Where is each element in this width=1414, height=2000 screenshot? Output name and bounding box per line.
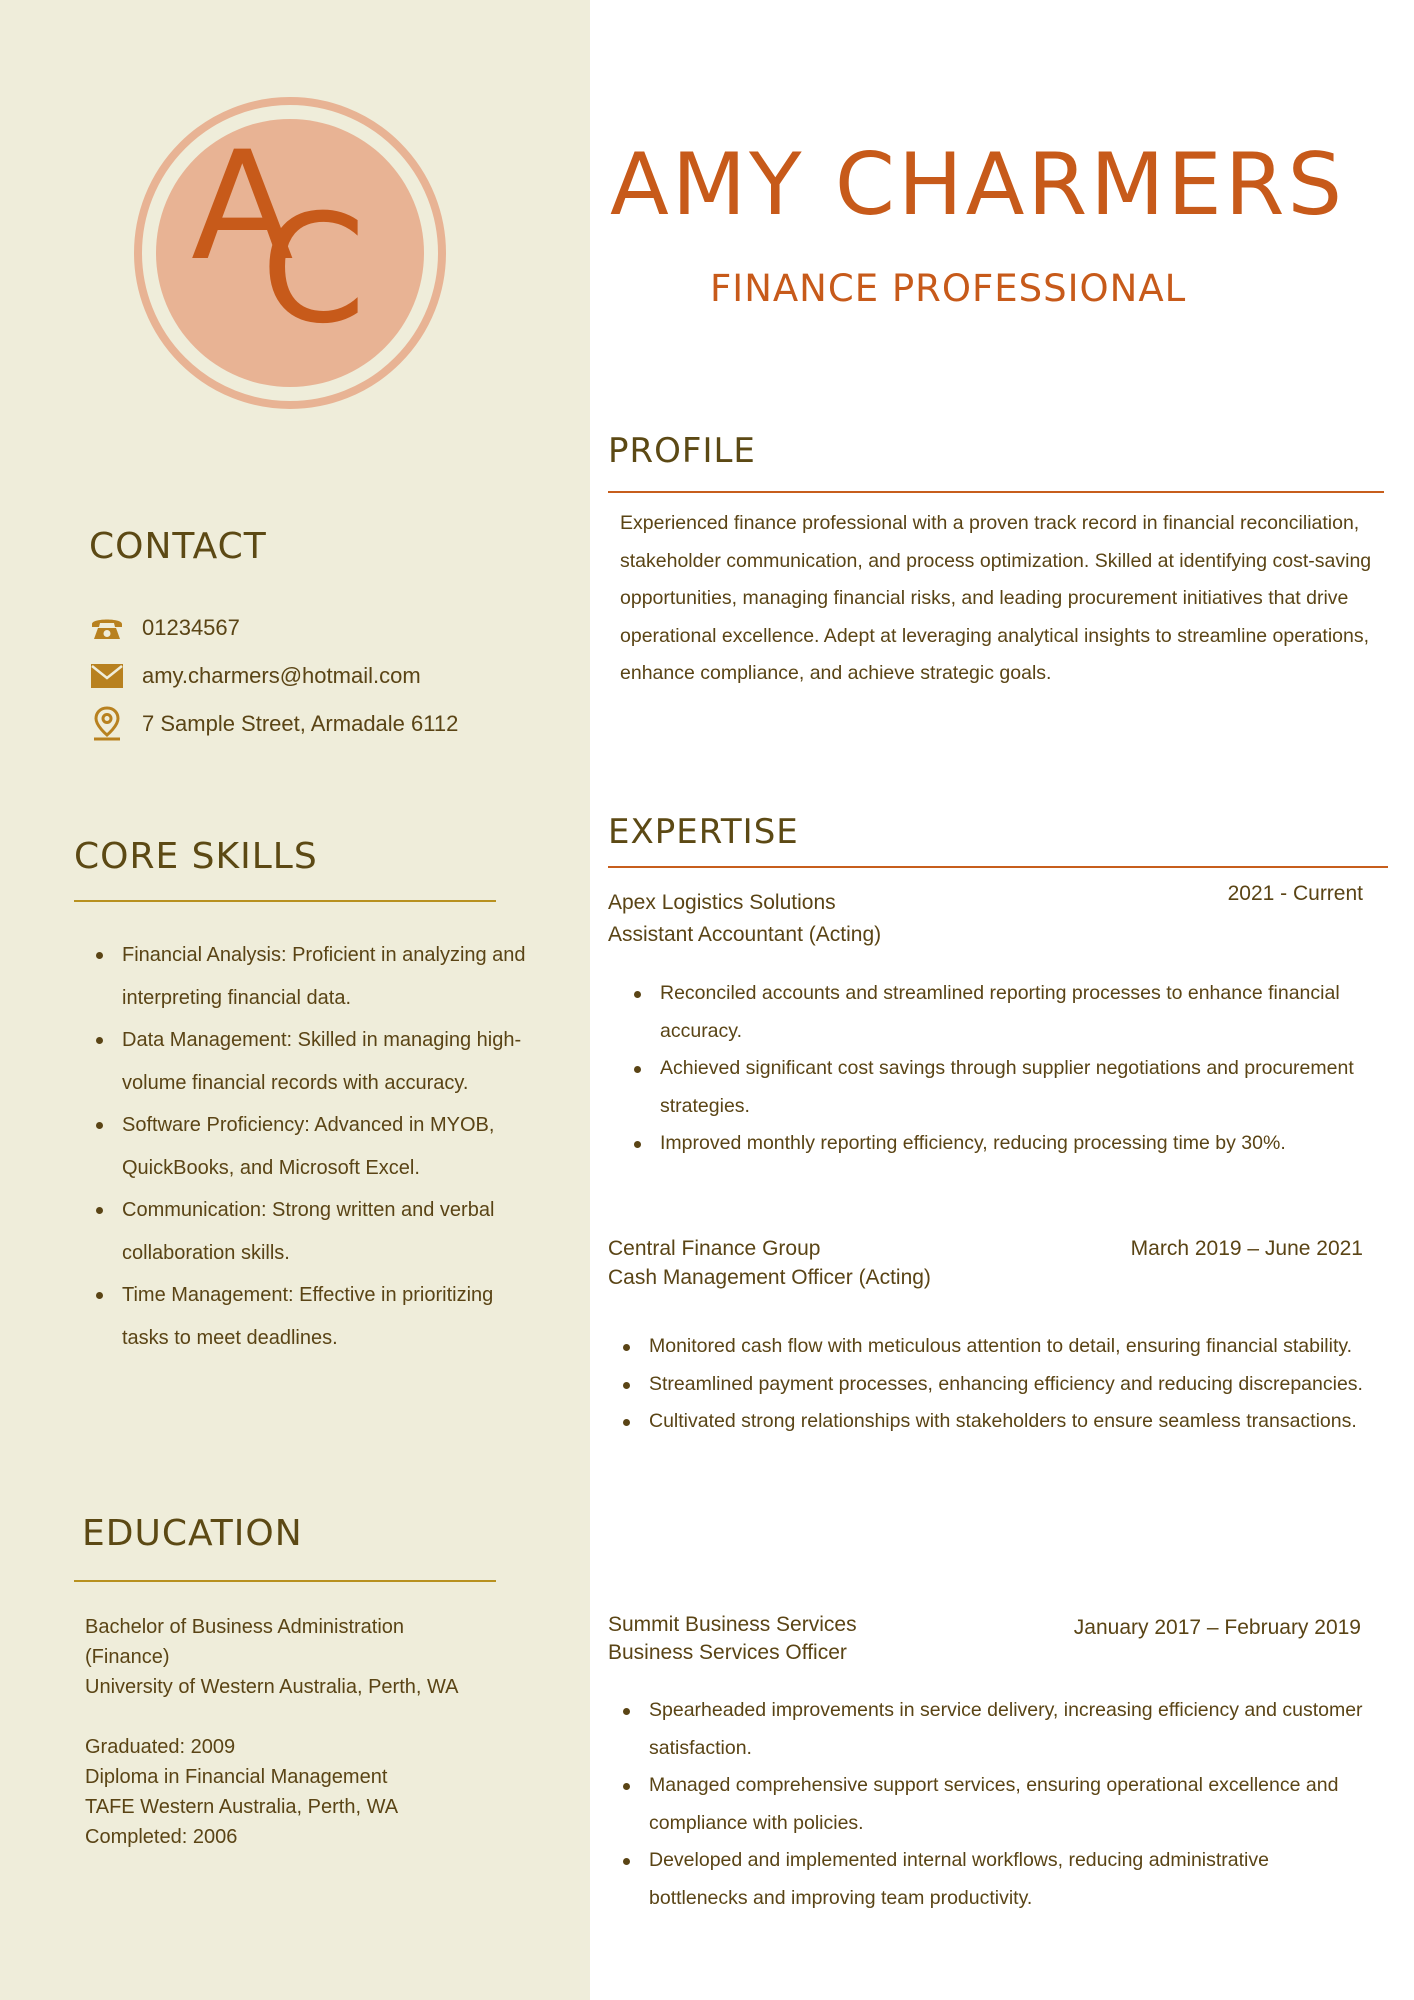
education-divider <box>74 1580 496 1582</box>
phone-icon <box>88 612 126 644</box>
job-bullets <box>621 1692 1373 1917</box>
core-skills-divider <box>74 900 496 902</box>
job-company: Apex Logistics Solutions <box>608 891 836 914</box>
core-skills-list <box>94 934 534 1359</box>
candidate-name: AMY CHARMERS <box>610 135 1346 235</box>
profile-heading: PROFILE <box>608 431 756 471</box>
job-dates: March 2019 – June 2021 <box>1130 1237 1363 1260</box>
job-company: Summit Business Services <box>608 1613 857 1636</box>
list-item: Achieved significant cost savings through supplier negotiations and procurement strategies. <box>632 1050 1372 1125</box>
list-item: Developed and implemented internal workflows, reducing administrative bottlenecks and improving team productivity. <box>621 1842 1373 1917</box>
list-item: Managed comprehensive support services, ensuring operational excellence and compliance with policies. <box>621 1767 1373 1842</box>
list-item: Software Proficiency: Advanced in MYOB, QuickBooks, and Microsoft Excel. <box>94 1104 534 1189</box>
contact-address <box>88 708 458 740</box>
contact-phone <box>88 612 240 644</box>
monogram-logo <box>133 96 447 410</box>
profile-summary: Experienced finance professional with a proven track record in financial reconciliation, stakeholder communication, and process optimization. Skilled at identifying cost-saving opportunities, managing financial risks, and leading procurement initiatives that drive operational excellence. Adept at leveraging analytical insights to streamline operations, enhance compliance, and achieve strategic goals. <box>620 512 1372 684</box>
expertise-divider <box>608 866 1388 868</box>
monogram-letter-a: A <box>191 120 294 294</box>
job-title: Cash Management Officer (Acting) <box>608 1266 931 1289</box>
list-item: Streamlined payment processes, enhancing efficiency and reducing discrepancies. <box>621 1366 1373 1404</box>
list-item: Spearheaded improvements in service delivery, increasing efficiency and customer satisfaction. <box>621 1692 1373 1767</box>
location-pin-icon <box>88 708 126 740</box>
phone-number[interactable]: 01234567 <box>142 615 240 640</box>
email-icon <box>88 660 126 692</box>
profile-divider <box>608 491 1384 493</box>
job-company: Central Finance Group <box>608 1237 821 1260</box>
contact-heading: CONTACT <box>89 526 267 567</box>
job-dates: 2021 - Current <box>1227 882 1363 905</box>
expertise-heading: EXPERTISE <box>608 812 799 852</box>
monogram-letter-c: C <box>261 183 366 357</box>
contact-email <box>88 660 421 692</box>
street-address: 7 Sample Street, Armadale 6112 <box>142 711 459 736</box>
list-item: Cultivated strong relationships with stakeholders to ensure seamless transactions. <box>621 1403 1373 1441</box>
list-item: Improved monthly reporting efficiency, reducing processing time by 30%. <box>632 1125 1372 1163</box>
list-item: Time Management: Effective in prioritizing tasks to meet deadlines. <box>94 1274 534 1359</box>
job-bullets <box>621 1328 1373 1441</box>
job-title: Business Services Officer <box>608 1641 847 1664</box>
job-dates: January 2017 – February 2019 <box>1073 1616 1361 1639</box>
email-address[interactable]: amy.charmers@hotmail.com <box>142 663 421 688</box>
core-skills-heading: CORE SKILLS <box>74 836 318 877</box>
job-bullets <box>632 975 1372 1163</box>
list-item: Financial Analysis: Proficient in analyzing and interpreting financial data. <box>94 934 534 1019</box>
list-item: Monitored cash flow with meticulous attention to detail, ensuring financial stability. <box>621 1328 1373 1366</box>
list-item: Reconciled accounts and streamlined reporting processes to enhance financial accuracy. <box>632 975 1372 1050</box>
list-item: Communication: Strong written and verbal collaboration skills. <box>94 1189 534 1274</box>
job-title: Assistant Accountant (Acting) <box>608 923 882 946</box>
candidate-title: FINANCE PROFESSIONAL <box>710 267 1187 310</box>
education-details: Bachelor of Business Administration (Finance) University of Western Australia, Perth, WA Graduated: 2009 Diploma in Financial Management TAFE Western Australia, Perth, WA Completed: 2006 <box>85 1616 459 1848</box>
list-item: Data Management: Skilled in managing high-volume financial records with accuracy. <box>94 1019 534 1104</box>
education-heading: EDUCATION <box>82 1513 303 1554</box>
